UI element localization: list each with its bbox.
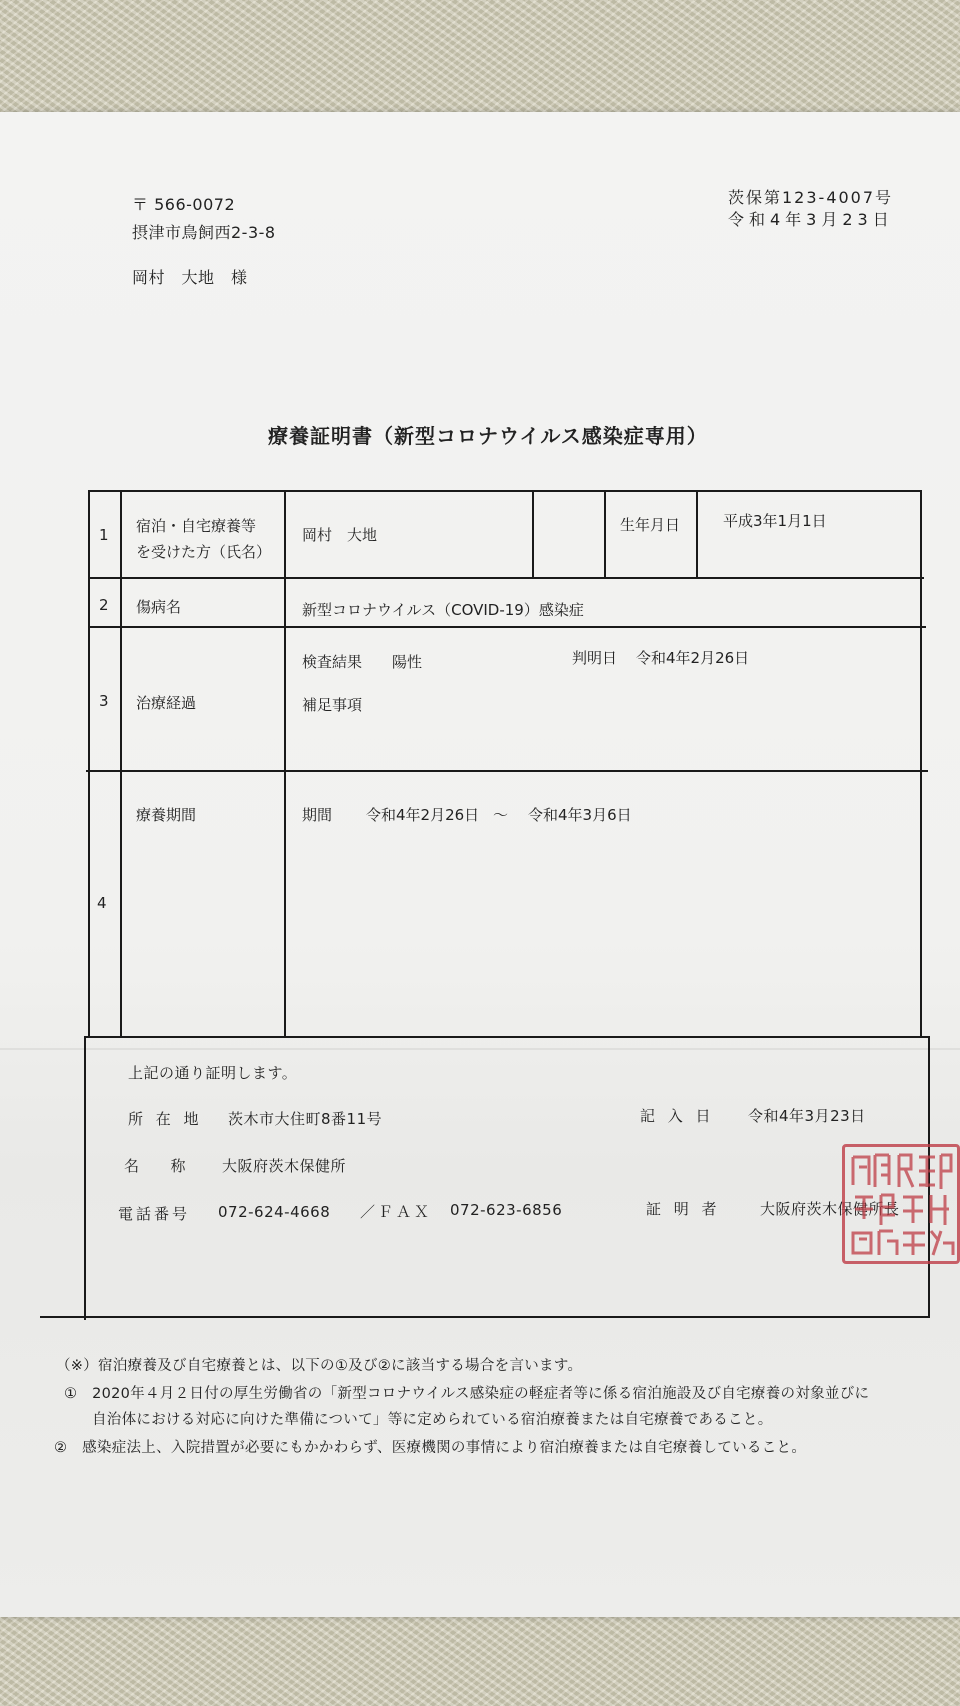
postal-code: 〒 566-0072	[132, 195, 236, 214]
org-name-label: 名 称	[124, 1157, 187, 1175]
phone-value: 072-624-4668	[218, 1203, 331, 1221]
fax-label: ／ＦＡＸ	[360, 1203, 433, 1221]
table-border-top	[88, 490, 922, 492]
row1-label-line2: を受けた方（氏名）	[136, 543, 272, 561]
certify-statement: 上記の通り証明します。	[128, 1064, 298, 1082]
table-border-left	[88, 490, 90, 1038]
table-row-divider	[88, 577, 924, 579]
official-seal-icon	[842, 1144, 960, 1264]
supplement-label: 補足事項	[302, 696, 363, 714]
location-label: 所 在 地	[128, 1110, 203, 1128]
found-date-label: 判明日	[572, 649, 618, 667]
disease-name: 新型コロナウイルス（COVID-19）感染症	[302, 601, 584, 619]
period-from: 令和4年2月26日	[366, 806, 480, 824]
dob-value: 平成3年1月1日	[723, 512, 827, 530]
table-col-divider	[696, 490, 698, 578]
row3-label: 治療経過	[136, 694, 197, 712]
row3-number: 3	[99, 692, 109, 710]
fax-value: 072-623-6856	[450, 1201, 563, 1219]
org-name-value: 大阪府茨木保健所	[222, 1157, 347, 1175]
dob-label: 生年月日	[620, 516, 681, 534]
note-item-2: ② 感染症法上、入院措置が必要にもかかわらず、医療機関の事情により宿泊療養または自宅療養していること。	[54, 1440, 807, 1456]
document-date: 令和4年3月23日	[728, 210, 894, 229]
test-result-label: 検査結果	[302, 653, 363, 671]
row1-label-line1: 宿泊・自宅療養等	[136, 517, 257, 535]
table-border-right	[920, 490, 922, 1038]
note-heading: （※）宿泊療養及び自宅療養とは、以下の①及び②に該当する場合を言います。	[56, 1358, 583, 1374]
phone-label: 電話番号	[118, 1205, 191, 1223]
test-result-value: 陽性	[392, 653, 423, 671]
paper-fold	[0, 1048, 960, 1050]
row2-number: 2	[99, 596, 109, 614]
certifier-label: 証 明 者	[646, 1200, 721, 1218]
entry-date-label: 記 入 日	[640, 1107, 715, 1125]
table-col-divider	[532, 490, 534, 578]
recipient-name: 岡村 大地 様	[132, 268, 248, 287]
table-col-divider	[120, 490, 122, 1038]
recipient-address: 摂津市鳥飼西2-3-8	[132, 223, 276, 242]
found-date-value: 令和4年2月26日	[636, 649, 750, 667]
note-item-1: ① 2020年４月２日付の厚生労働省の「新型コロナウイルス感染症の軽症者等に係る宿泊施設及び自宅療養の対象並びに	[64, 1386, 870, 1402]
row1-number: 1	[99, 526, 109, 544]
note-item-1-continued: 自治体における対応に向けた準備について」等に定められている宿泊療養または自宅療養であること。	[92, 1412, 773, 1428]
period-tilde: 〜	[493, 806, 509, 824]
table-row-divider	[88, 626, 926, 628]
row4-number: 4	[97, 894, 107, 912]
entry-date-value: 令和4年3月23日	[748, 1107, 866, 1125]
period-label: 期間	[302, 806, 333, 824]
footer-border-left	[84, 1036, 86, 1320]
page-title: 療養証明書（新型コロナウイルス感染症専用）	[268, 424, 708, 448]
footer-border-bottom	[40, 1316, 930, 1318]
period-to: 令和4年3月6日	[528, 806, 632, 824]
row4-label: 療養期間	[136, 806, 197, 824]
row2-label: 傷病名	[136, 598, 182, 616]
certifier-value: 大阪府茨木保健所長	[760, 1200, 900, 1218]
table-border-bottom	[84, 1036, 930, 1038]
table-row-divider	[86, 770, 928, 772]
location-value: 茨木市大住町8番11号	[228, 1110, 383, 1128]
document-number: 茨保第123-4007号	[728, 188, 894, 207]
table-col-divider	[604, 490, 606, 578]
patient-name: 岡村 大地	[302, 526, 378, 544]
table-col-divider	[284, 490, 286, 1038]
